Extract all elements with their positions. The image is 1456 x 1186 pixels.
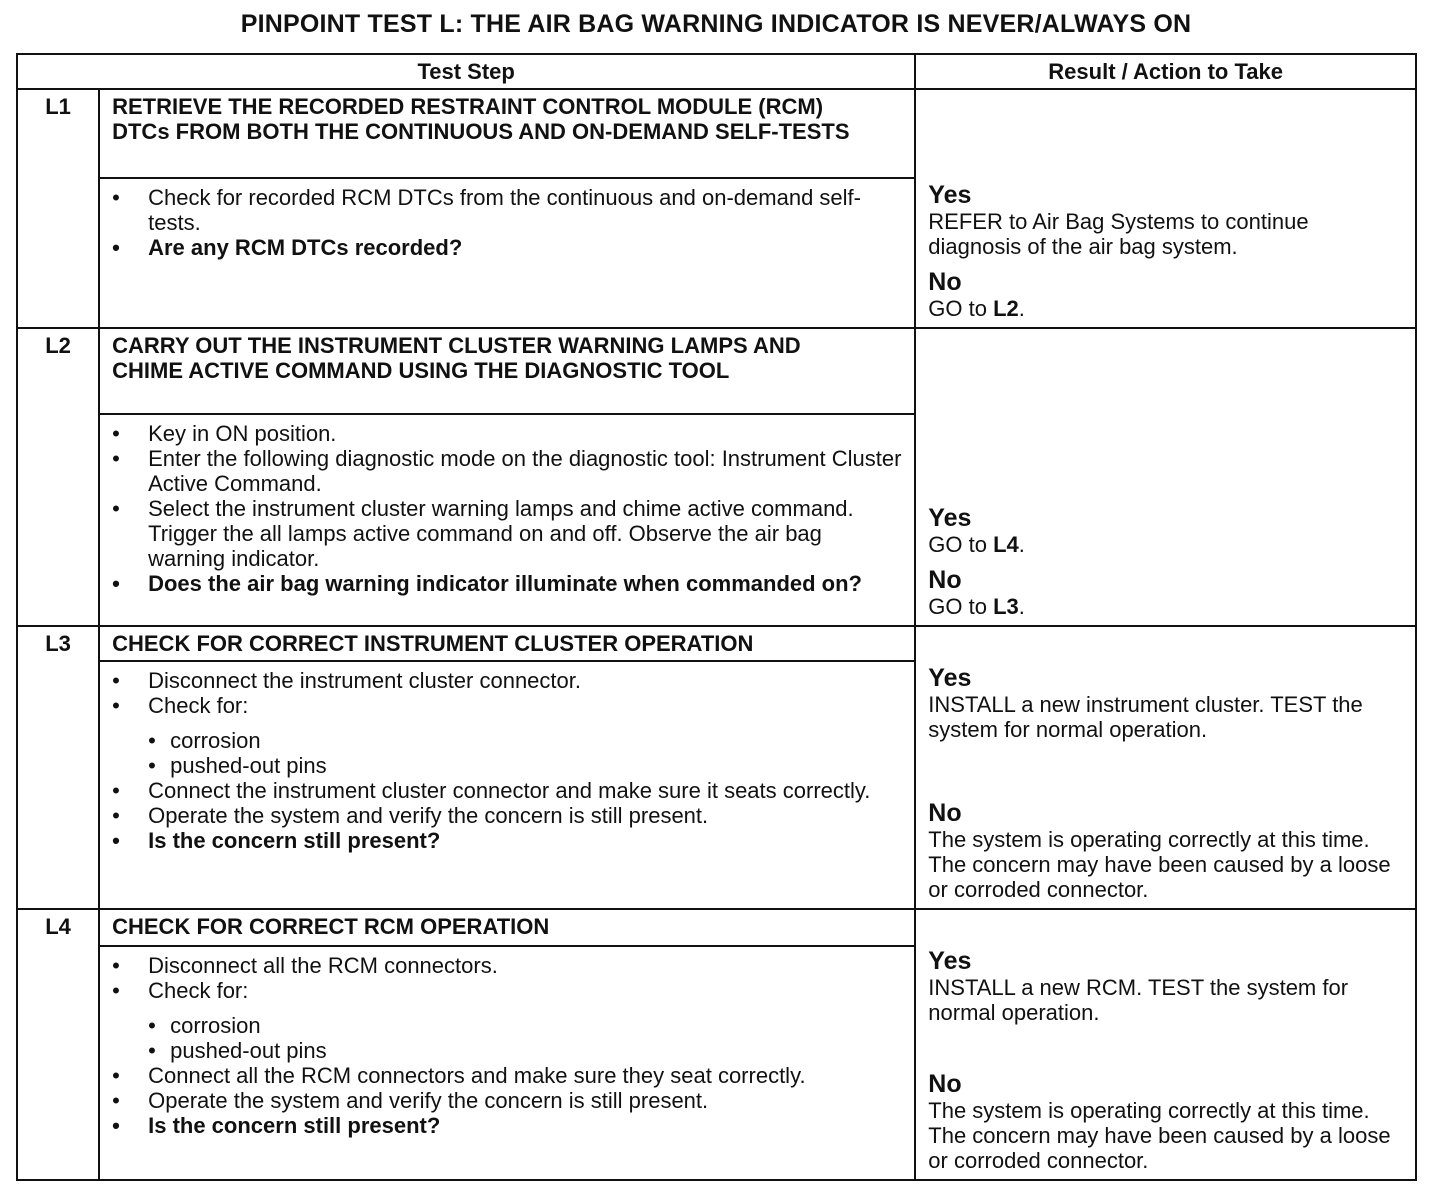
step-body [99, 178, 915, 328]
result-no-label: No [928, 566, 962, 594]
result-no-label: No [928, 268, 962, 296]
header-test-step: Test Step [17, 54, 915, 89]
sub-bullet: • pushed-out pins [148, 1038, 904, 1063]
result-yes-label: Yes [928, 947, 972, 975]
step-bullet: • Select the instrument cluster warning lamps and chime active command. Trigger the all lamps active command on and off. Observe the air bag warning indicator. [112, 496, 904, 571]
result-yes-text: GO to L4. [928, 532, 1025, 557]
step-result [915, 89, 1416, 328]
result-no-text: The system is operating correctly at this time. The concern may have been caused by a loose or corroded connector. [928, 827, 1391, 902]
step-result [915, 909, 1416, 1180]
step-heading: CARRY OUT THE INSTRUMENT CLUSTER WARNING LAMPS AND CHIME ACTIVE COMMAND USING THE DIAGNOSTIC TOOL [99, 328, 915, 414]
header-result: Result / Action to Take [915, 54, 1416, 89]
result-yes-text: REFER to Air Bag Systems to continue diagnosis of the air bag system. [928, 209, 1309, 259]
step-heading: CHECK FOR CORRECT INSTRUMENT CLUSTER OPERATION [99, 626, 915, 661]
step-heading: CHECK FOR CORRECT RCM OPERATION [99, 909, 915, 946]
step-question: • Is the concern still present? [112, 828, 904, 853]
step-id: L4 [17, 909, 99, 946]
step-bullet: • Connect the instrument cluster connector and make sure it seats correctly. [112, 778, 904, 803]
result-yes-label: Yes [928, 181, 972, 209]
step-body [99, 946, 915, 1180]
step-id: L1 [17, 89, 99, 178]
step-bullet: • Disconnect all the RCM connectors. [112, 953, 904, 978]
step-l4-heading-row [17, 909, 1416, 946]
step-heading: RETRIEVE THE RECORDED RESTRAINT CONTROL MODULE (RCM) DTCs FROM BOTH THE CONTINUOUS AND ON-DEMAND SELF-TESTS [99, 89, 915, 178]
step-l3-heading-row [17, 626, 1416, 661]
result-no-label: No [928, 1070, 962, 1098]
table-header-row [17, 54, 1416, 89]
result-no-text: GO to L3. [928, 594, 1025, 619]
step-question: • Are any RCM DTCs recorded? [112, 235, 904, 260]
step-question: • Is the concern still present? [112, 1113, 904, 1138]
sub-bullet: • corrosion [148, 1013, 904, 1038]
step-result [915, 626, 1416, 909]
step-body [99, 661, 915, 909]
result-yes-label: Yes [928, 504, 972, 532]
step-bullet: • Connect all the RCM connectors and make sure they seat correctly. [112, 1063, 904, 1088]
step-bullet: • Key in ON position. [112, 421, 904, 446]
result-yes-text: INSTALL a new RCM. TEST the system for normal operation. [928, 975, 1349, 1025]
step-bullet: • Disconnect the instrument cluster connector. [112, 668, 904, 693]
step-bullet: • Check for recorded RCM DTCs from the continuous and on-demand self-tests. [112, 185, 904, 235]
result-yes-text: INSTALL a new instrument cluster. TEST the system for normal operation. [928, 692, 1363, 742]
step-bullet: • Operate the system and verify the concern is still present. [112, 803, 904, 828]
result-yes-label: Yes [928, 664, 972, 692]
step-bullet: • Check for: • corrosion • pushed-out pins [112, 978, 904, 1063]
step-question: • Does the air bag warning indicator illuminate when commanded on? [112, 571, 904, 596]
step-bullet: • Enter the following diagnostic mode on the diagnostic tool: Instrument Cluster Active Command. [112, 446, 904, 496]
step-link-l4: L4 [993, 532, 1019, 557]
page-title: PINPOINT TEST L: THE AIR BAG WARNING INDICATOR IS NEVER/ALWAYS ON [240, 10, 1192, 38]
step-link-l3: L3 [993, 594, 1019, 619]
step-l2-heading-row [17, 328, 1416, 414]
step-bullet: • Check for: • corrosion • pushed-out pins [112, 693, 904, 778]
sub-bullet: • pushed-out pins [148, 753, 904, 778]
step-link-l2: L2 [993, 296, 1019, 321]
step-id: L3 [17, 626, 99, 661]
result-no-text: The system is operating correctly at this time. The concern may have been caused by a loose or corroded connector. [928, 1098, 1391, 1173]
step-result [915, 328, 1416, 626]
step-body [99, 414, 915, 626]
step-l1-heading-row [17, 89, 1416, 178]
result-no-text: GO to L2. [928, 296, 1025, 321]
sub-bullet: • corrosion [148, 728, 904, 753]
step-bullet: • Operate the system and verify the concern is still present. [112, 1088, 904, 1113]
pinpoint-test-table [16, 53, 1417, 1181]
step-id: L2 [17, 328, 99, 414]
result-no-label: No [928, 799, 962, 827]
